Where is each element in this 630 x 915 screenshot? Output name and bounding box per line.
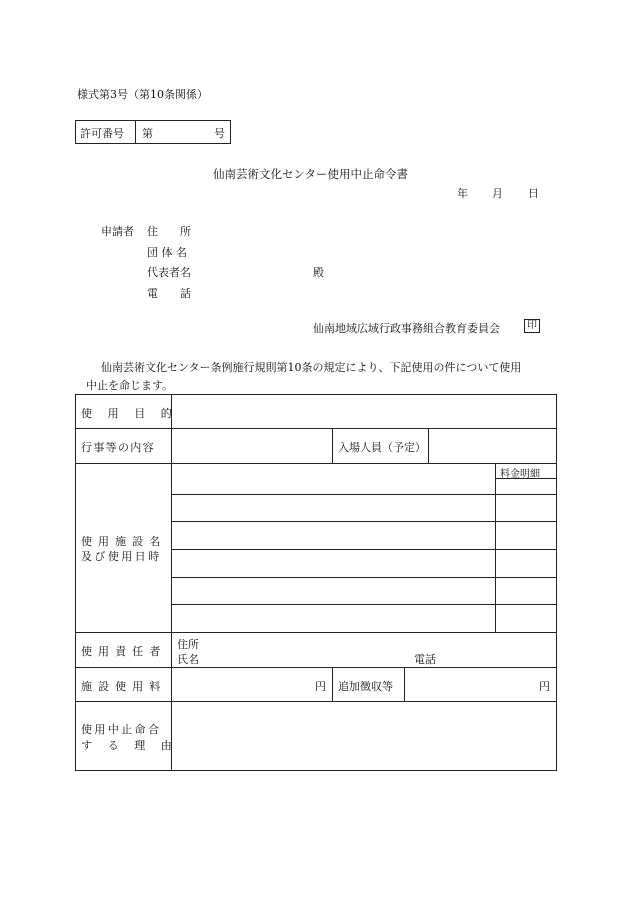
permit-label: 許可番号 (80, 127, 124, 140)
reason-label-line2: す る 理 由 (81, 739, 178, 752)
issuer-name: 仙南地域広域行政事務組合教育委員会 (313, 322, 500, 335)
attendance-label: 入場人員（予定） (338, 441, 426, 454)
reason-label-line1: 使用中止命合 (81, 723, 162, 736)
document-title: 仙南芸術文化センター使用中止命令書 (213, 167, 409, 181)
applicant-phone-label: 電 話 (147, 287, 191, 300)
form-number: 様式第3号（第10条関係） (77, 88, 208, 101)
seal-stamp: 印 (524, 319, 540, 333)
permit-dai: 第 (142, 127, 153, 140)
fee-yen: 円 (315, 680, 326, 693)
applicant-honorific: 殿 (313, 266, 324, 279)
manager-name-label: 氏名 (177, 653, 199, 666)
permit-divider (135, 120, 136, 144)
applicant-org-label: 団 体 名 (147, 246, 187, 259)
date-month: 月 (492, 187, 503, 200)
body-line-1: 仙南芸術文化センター条例施行規則第10条の規定により、下記使用の件について使用 (101, 361, 522, 374)
permit-gou: 号 (214, 127, 225, 140)
applicant-rep-label: 代表者名 (147, 266, 191, 279)
date-year: 年 (457, 187, 468, 200)
fee-detail-header: 料金明細 (500, 469, 540, 480)
extra-yen: 円 (539, 680, 550, 693)
applicant-address-label: 住 所 (147, 225, 191, 238)
manager-label: 使用責任者 (81, 645, 167, 658)
purpose-label: 使 用 目 的 (81, 407, 178, 420)
extra-charge-label: 追加徴収等 (338, 680, 393, 693)
applicant-label: 申請者 (101, 225, 134, 238)
facility-label-line2: 及び使用日時 (81, 550, 162, 563)
fee-label: 施設使用料 (81, 680, 167, 693)
body-line-2: 中止を命じます。 (86, 379, 174, 392)
facility-label-line1: 使用施設名 (81, 535, 167, 548)
event-label: 行事等の内容 (81, 441, 155, 454)
date-day: 日 (528, 187, 539, 200)
manager-address-label: 住所 (177, 638, 199, 651)
manager-phone-label: 電話 (414, 653, 436, 666)
